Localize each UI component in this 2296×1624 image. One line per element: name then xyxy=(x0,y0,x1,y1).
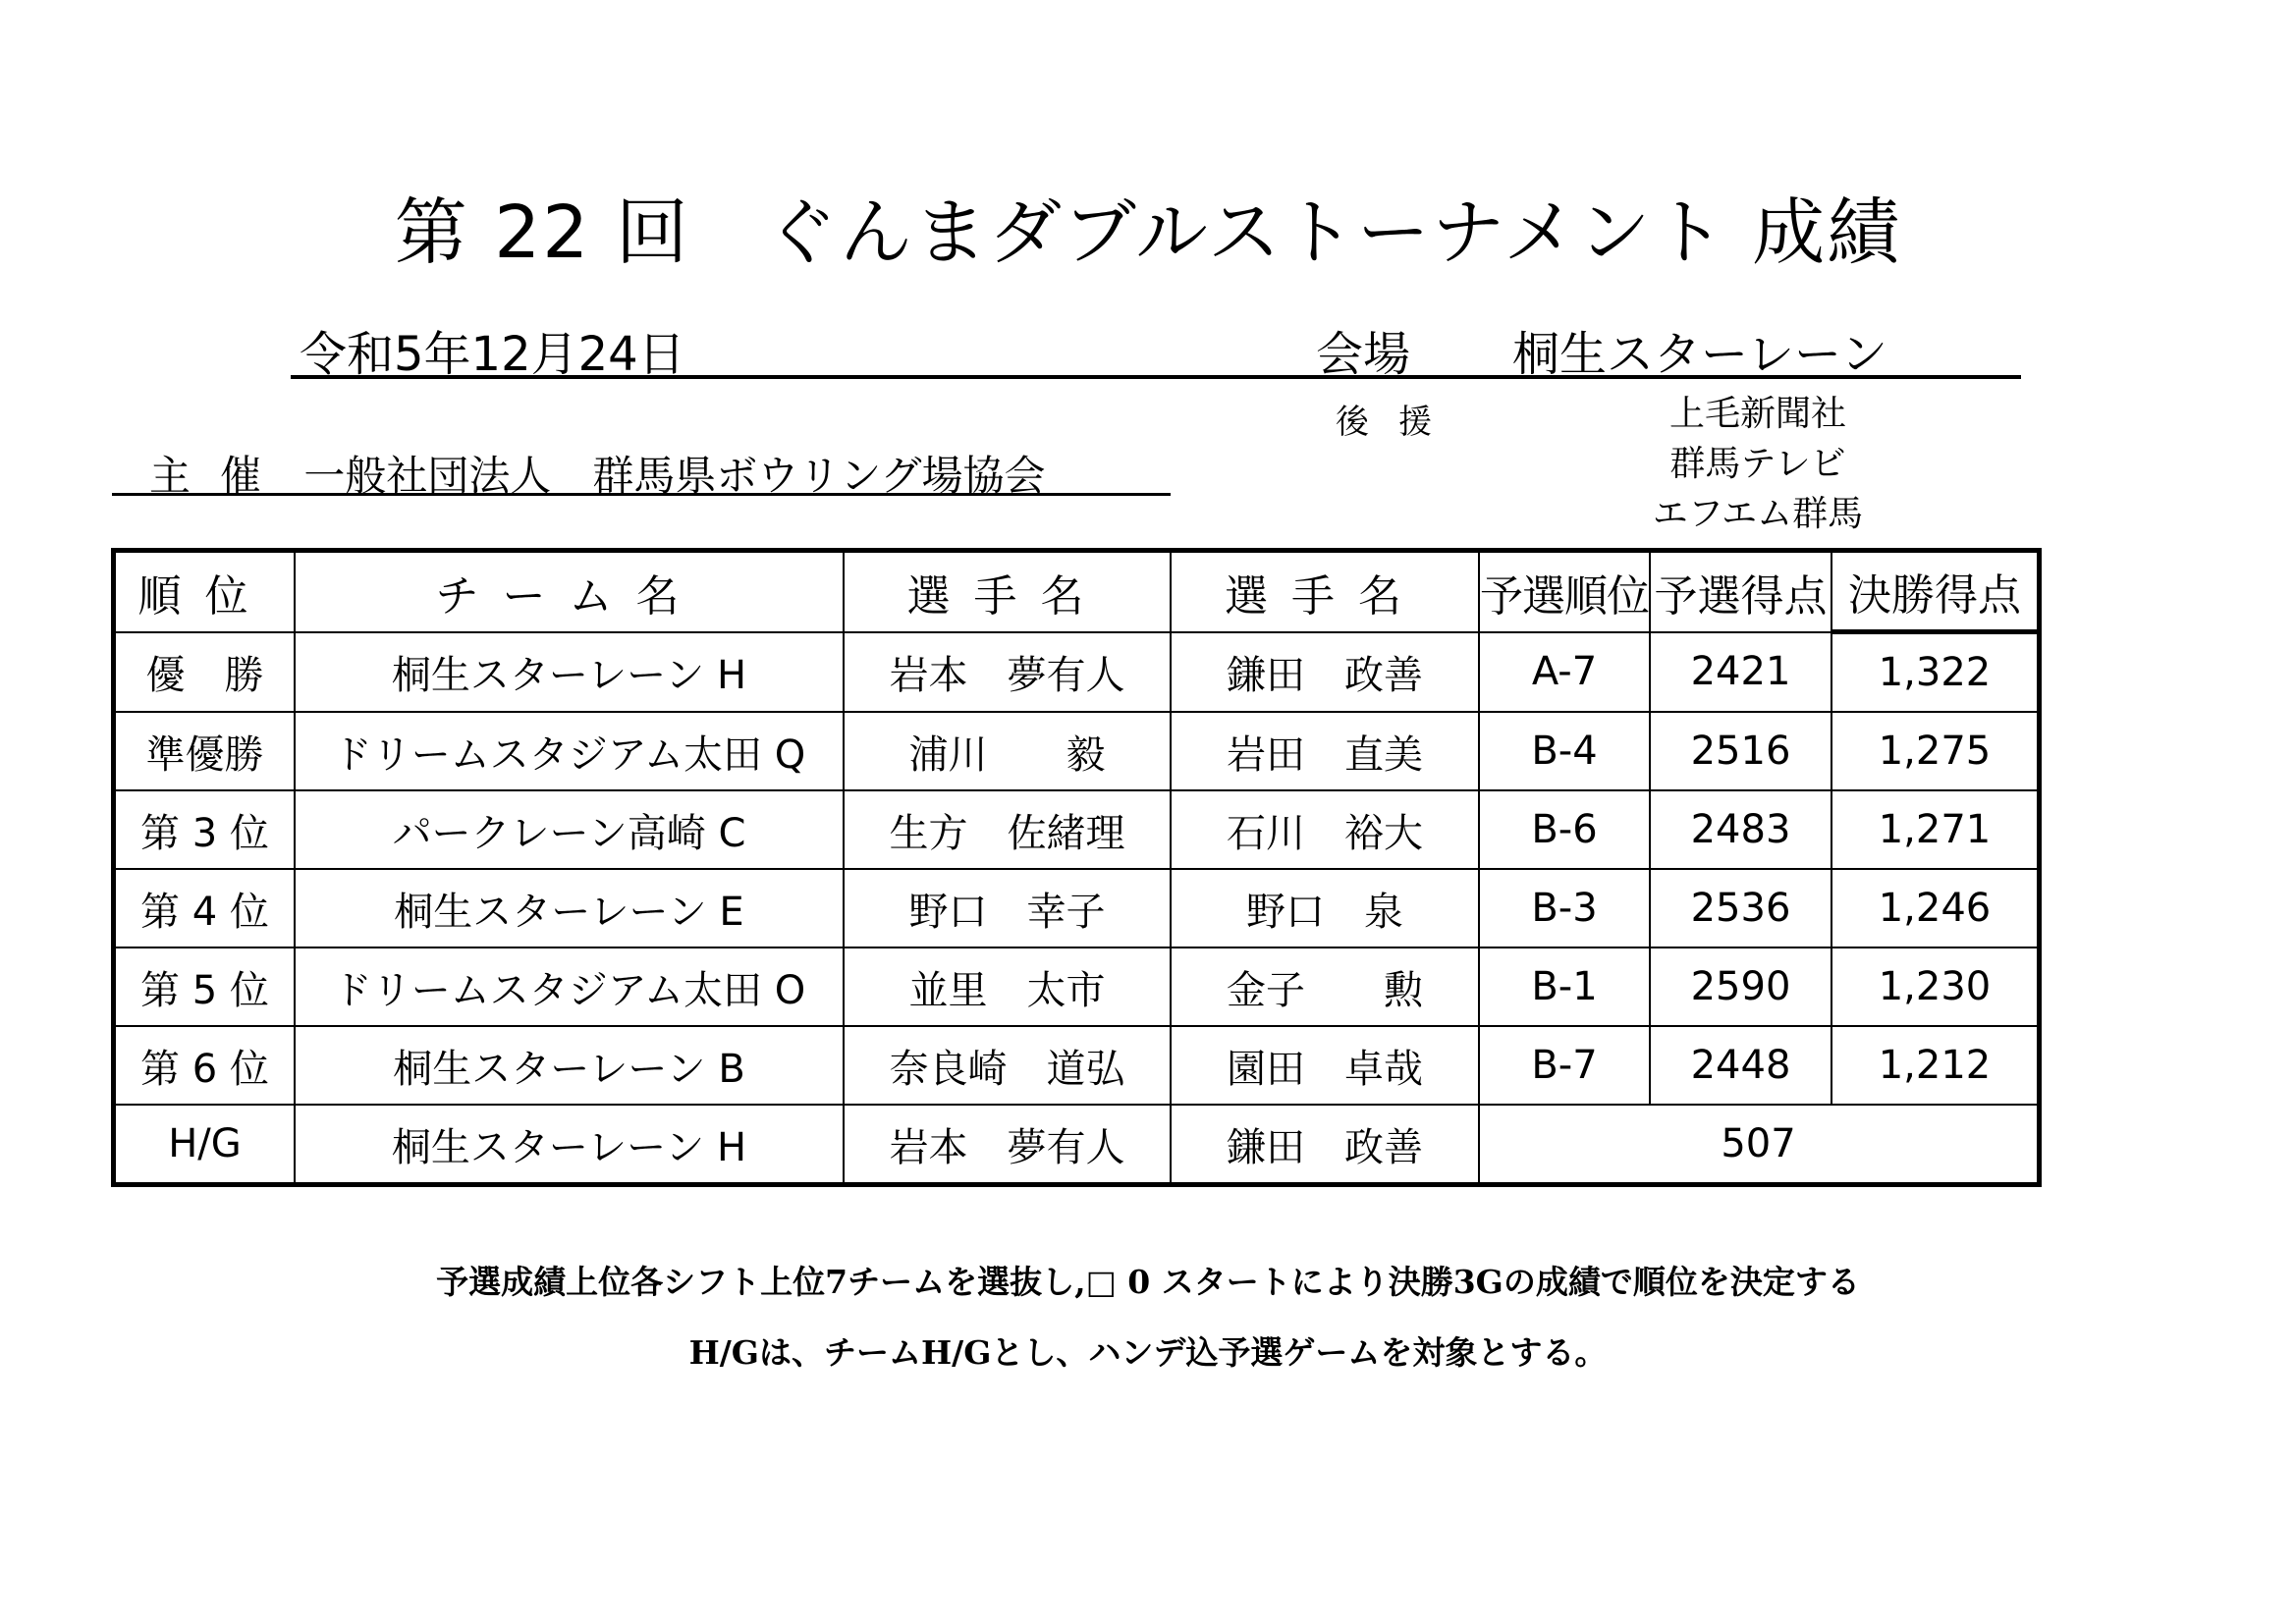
cell-team: ドリームスタジアム太田 O xyxy=(295,947,844,1026)
cell-player1: 生方 佐緒理 xyxy=(844,790,1171,869)
cell-qual-rank: A-7 xyxy=(1479,632,1650,713)
cell-player2: 鎌田 政善 xyxy=(1171,632,1479,713)
cell-final-score: 1,246 xyxy=(1831,869,2040,947)
organizer-label: 主催 xyxy=(149,452,292,500)
cell-team: パークレーン高崎 C xyxy=(295,790,844,869)
sponsor-item: 群馬テレビ xyxy=(1669,444,1846,484)
cell-rank: 第 6 位 xyxy=(114,1026,296,1105)
table-row xyxy=(114,790,2040,869)
cell-qual-rank: B-3 xyxy=(1479,869,1650,947)
cell-player1: 岩本 夢有人 xyxy=(844,1105,1171,1185)
table-row-hg xyxy=(114,1105,2040,1185)
header-player2: 選手名 xyxy=(1171,551,1479,632)
table-row xyxy=(114,632,2040,713)
cell-player2: 野口 泉 xyxy=(1171,869,1479,947)
cell-player1: 野口 幸子 xyxy=(844,869,1171,947)
header-qual-score: 予選得点 xyxy=(1650,551,1831,632)
sponsor-item: エフエム群馬 xyxy=(1652,494,1864,534)
cell-final-score: 1,230 xyxy=(1831,947,2040,1026)
cell-team: 桐生スターレーン H xyxy=(295,1105,844,1185)
table-row xyxy=(114,712,2040,790)
cell-rank: 第 5 位 xyxy=(114,947,296,1026)
results-table xyxy=(111,548,2042,1187)
cell-player2: 金子 勲 xyxy=(1171,947,1479,1026)
cell-final-score: 1,212 xyxy=(1831,1026,2040,1105)
cell-rank: 優 勝 xyxy=(114,632,296,713)
page-title: 第 22 回 ぐんまダブルストーナメント 成績 xyxy=(394,190,1902,275)
cell-player2: 園田 卓哉 xyxy=(1171,1026,1479,1105)
cell-team: 桐生スターレーン H xyxy=(295,632,844,713)
cell-qual-rank: B-7 xyxy=(1479,1026,1650,1105)
table-row xyxy=(114,947,2040,1026)
support-label: 後援 xyxy=(1336,403,1461,442)
cell-team: 桐生スターレーン B xyxy=(295,1026,844,1105)
table-row xyxy=(114,869,2040,947)
header-qual-rank: 予選順位 xyxy=(1479,551,1650,632)
cell-qual-score: 2590 xyxy=(1650,947,1831,1026)
cell-team: 桐生スターレーン E xyxy=(295,869,844,947)
table-row xyxy=(114,1026,2040,1105)
sponsor-list xyxy=(1611,389,1905,539)
header-player1: 選手名 xyxy=(844,551,1171,632)
venue-name: 桐生スターレーン xyxy=(1512,327,1888,382)
cell-qual-score: 2536 xyxy=(1650,869,1831,947)
cell-rank: 準優勝 xyxy=(114,712,296,790)
note-selection-rule: 予選成績上位各シフト上位7チームを選抜し,□ 0 スタートにより決勝3Gの成績で順位を決定する xyxy=(436,1263,1860,1301)
cell-final-score: 1,275 xyxy=(1831,712,2040,790)
cell-qual-score: 2421 xyxy=(1650,632,1831,713)
sponsor-item: 上毛新聞社 xyxy=(1668,394,1846,434)
cell-team: ドリームスタジアム太田 Q xyxy=(295,712,844,790)
note-hg-rule: H/Gは、チームH/Gとし、ハンデ込予選ゲームを対象とする。 xyxy=(688,1333,1608,1372)
table-header-row xyxy=(114,551,2040,632)
cell-qual-score: 2516 xyxy=(1650,712,1831,790)
header-final-score: 決勝得点 xyxy=(1831,551,2040,632)
cell-player2: 鎌田 政善 xyxy=(1171,1105,1479,1185)
header-rank: 順位 xyxy=(114,551,296,632)
cell-qual-score: 2483 xyxy=(1650,790,1831,869)
cell-rank: 第 3 位 xyxy=(114,790,296,869)
cell-player1: 浦川 毅 xyxy=(844,712,1171,790)
cell-rank: 第 4 位 xyxy=(114,869,296,947)
cell-player1: 奈良崎 道弘 xyxy=(844,1026,1171,1105)
venue-label: 会場 xyxy=(1316,327,1411,382)
cell-player2: 石川 裕大 xyxy=(1171,790,1479,869)
cell-player2: 岩田 直美 xyxy=(1171,712,1479,790)
cell-final-score: 1,271 xyxy=(1831,790,2040,869)
organizer-underline xyxy=(112,493,1171,496)
cell-hg-score: 507 xyxy=(1479,1105,2040,1185)
header-team: チーム名 xyxy=(295,551,844,632)
cell-qual-rank: B-1 xyxy=(1479,947,1650,1026)
cell-qual-rank: B-4 xyxy=(1479,712,1650,790)
event-date: 令和5年12月24日 xyxy=(300,327,685,382)
cell-qual-score: 2448 xyxy=(1650,1026,1831,1105)
organizer-name: 一般社団法人 群馬県ボウリング場協会 xyxy=(303,452,1046,500)
cell-rank: H/G xyxy=(114,1105,296,1185)
cell-qual-rank: B-6 xyxy=(1479,790,1650,869)
cell-final-score: 1,322 xyxy=(1831,632,2040,713)
cell-player1: 岩本 夢有人 xyxy=(844,632,1171,713)
cell-player1: 並里 太市 xyxy=(844,947,1171,1026)
